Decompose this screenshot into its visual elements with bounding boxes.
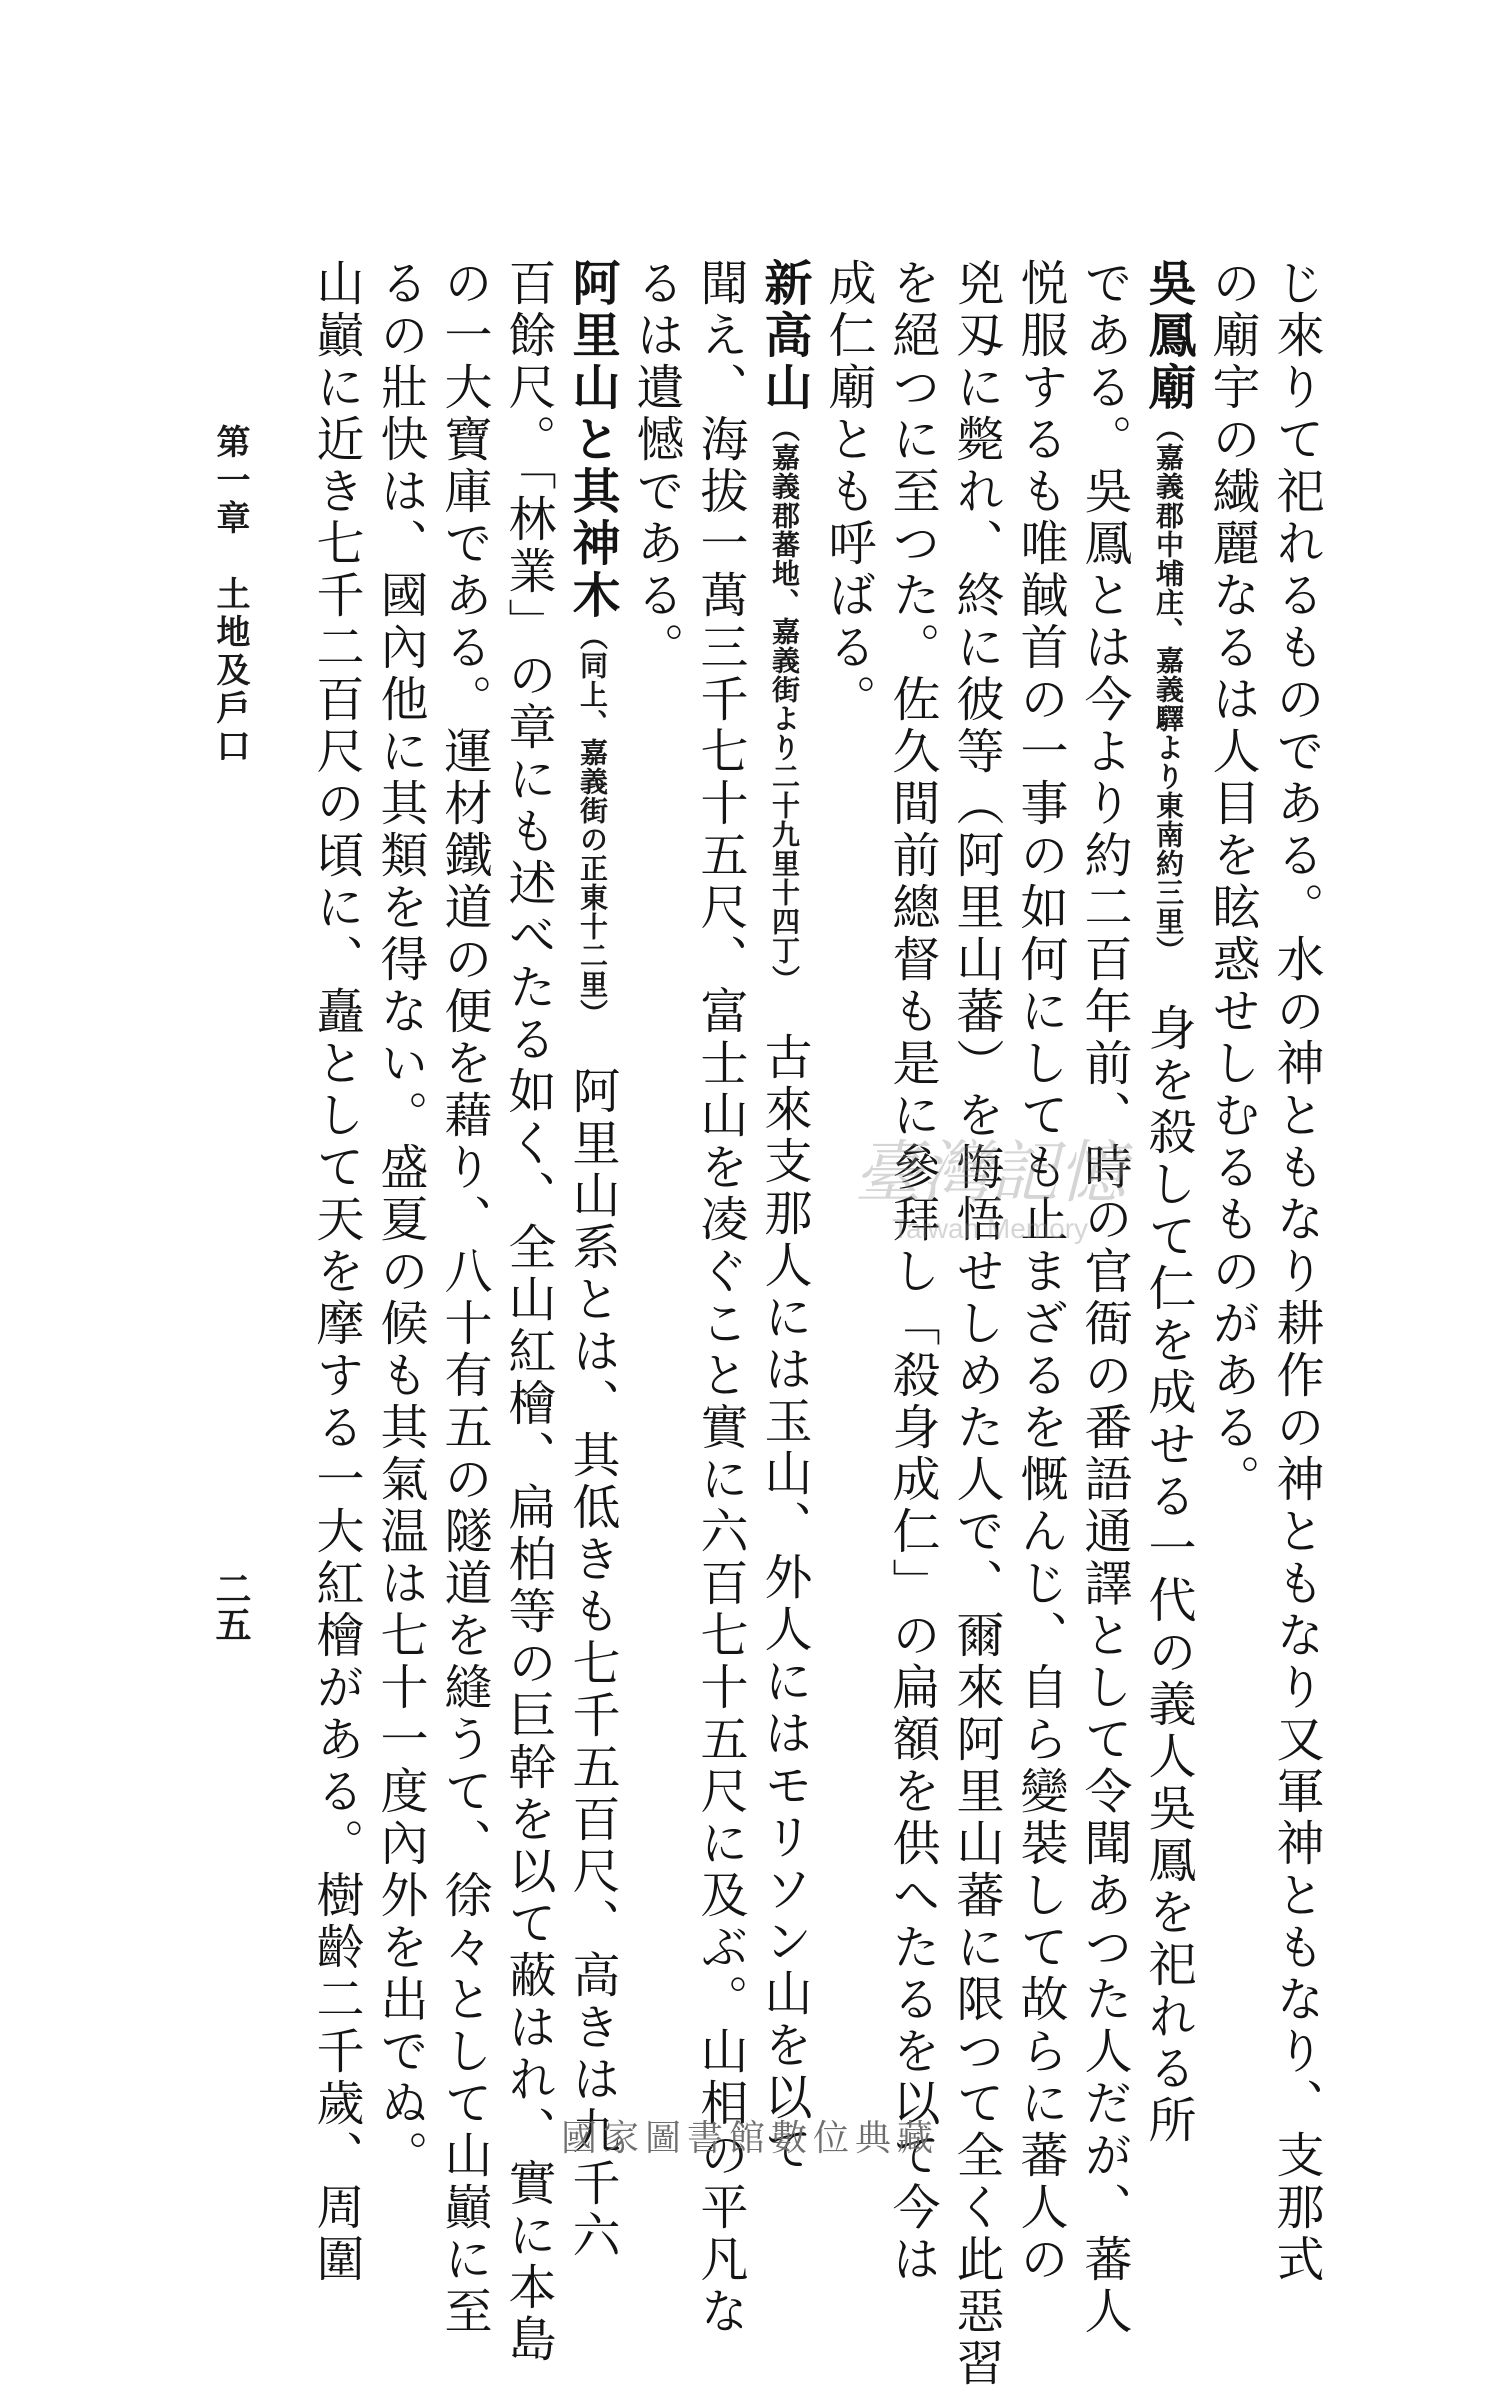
body-text: 阿里山系とは、其低きも七千五百尺、高きは九千六 [564, 1014, 620, 2262]
body-text: 古來支那人には玉山、外人にはモリソン山を以て [756, 980, 812, 2176]
watermark-en: Taiwan Memory [891, 1213, 1089, 1244]
text-column [498, 258, 558, 2366]
text-column [1202, 258, 1262, 1506]
text-column [946, 258, 1006, 2390]
text-column [1010, 258, 1070, 2286]
location-note: （嘉義郡中埔庄、嘉義驛より東南約三里） [1152, 414, 1185, 951]
text-column [818, 258, 878, 726]
body-text: 聞え、海拔一萬三千七十五尺、富士山を凌ぐこと實に六百七十五尺に及ぶ。山相の平凡な [692, 258, 748, 2338]
body-text: 悦服するも唯馘首の一事の如何にしても止まざるを慨んじ、自ら變裝して故らに蕃人の [1012, 258, 1068, 2286]
page-number: 二五 [210, 1570, 252, 1642]
section-heading: 新高山 [756, 258, 812, 414]
text-column [626, 258, 686, 674]
watermark-cn: 臺灣記憶 [853, 1134, 1127, 1213]
body-text: の一大寶庫である。運材鐵道の便を藉り、八十有五の隧道を縫うて、徐々として山巓に至 [436, 258, 492, 2338]
body-text: 身を殺して仁を成せる一代の義人吳鳳を祀れる所 [1140, 951, 1196, 2147]
text-column [754, 258, 814, 2176]
text-column [306, 258, 366, 2286]
text-column [690, 258, 750, 2338]
footer-credit: 國家圖書館數位典藏 [560, 2118, 939, 2159]
section-heading: 吳鳳廟 [1140, 258, 1196, 414]
body-text: の廟宇の繊麗なるは人目を眩惑せしむるものがある。 [1204, 258, 1260, 1506]
text-column [882, 258, 942, 2286]
body-text: 山巓に近き七千二百尺の頃に、矗として天を摩する一大紅檜がある。樹齡二千歲、周圍 [308, 258, 364, 2286]
text-column [562, 258, 622, 2262]
body-text: るの壯快は、國內他に其類を得ない。盛夏の候も其氣温は七十一度內外を出でぬ。 [372, 258, 428, 2182]
text-column [1074, 258, 1134, 2338]
body-text: じ來りて祀れるものである。水の神ともなり耕作の神ともなり又軍神ともなり、支那式 [1268, 258, 1324, 2286]
text-column [370, 258, 430, 2182]
body-text: 百餘尺。「林業」の章にも述べたる如く、全山紅檜、扁柏等の巨幹を以て蔽はれ、實に本島 [500, 258, 556, 2366]
body-text: である。吳鳳とは今より約二百年前、時の官衙の番語通譯として令聞あつた人だが、蕃人 [1076, 258, 1132, 2338]
body-text: を絕つに至つた。佐久間前總督も是に參拜し「殺身成仁」の扁額を供へたるを以て今は [884, 258, 940, 2286]
section-heading: 阿里山と其神木 [564, 258, 620, 622]
text-column [1138, 258, 1198, 2147]
body-text: るは遺憾である。 [628, 258, 684, 674]
location-note: （同上、嘉義街の正東十二里） [576, 622, 609, 1014]
text-column [1266, 258, 1326, 2286]
body-text: 兇刄に斃れ、終に彼等（阿里山蕃）を悔悟せしめた人で、爾來阿里山蕃に限つて全く此惡習 [948, 258, 1004, 2390]
text-column [434, 258, 494, 2338]
running-head: 第一章 土地及戶口 [210, 424, 250, 766]
location-note: （嘉義郡蕃地、嘉義街より二十九里十四丁） [768, 414, 801, 980]
body-text: 成仁廟とも呼ばる。 [820, 258, 876, 726]
